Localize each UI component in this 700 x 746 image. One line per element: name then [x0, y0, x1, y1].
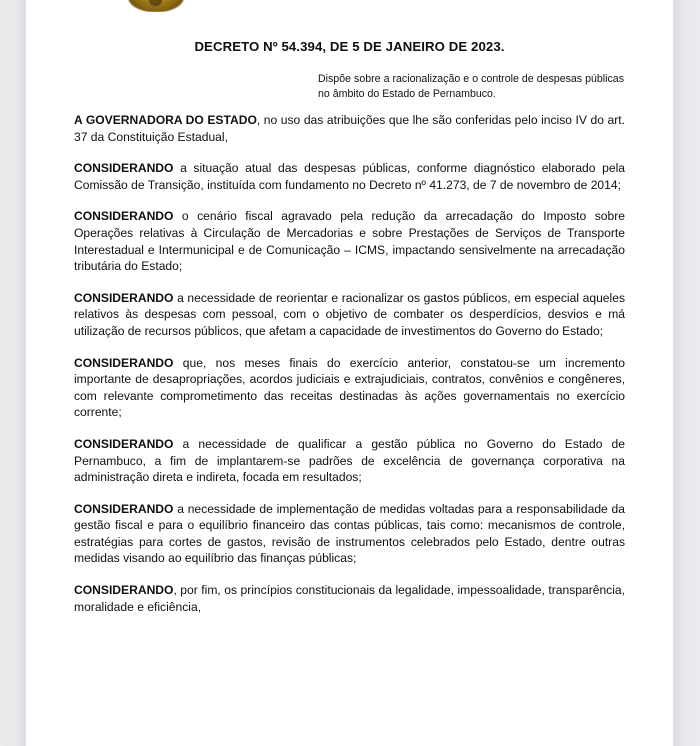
paragraph-text: a necessidade de reorientar e racionalizar os gastos públicos, em especial aqueles relativos às despesas com pessoal, com o objetivo de combater os desperdícios, desvios e má utilização de recursos públicos, que afetam a capacidade de investimentos do Governo do Estado; [74, 290, 625, 338]
paragraph-lead-in: CONSIDERANDO [74, 290, 174, 305]
page-gutter-right [673, 0, 700, 746]
paragraph-text: o cenário fiscal agravado pela redução da arrecadação do Imposto sobre Operações relativas à Circulação de Mercadorias e sobre Prestações de Serviços de Transporte Interestadual e Intermunicipal e de Comunicação – ICMS, impactando sensivelmente na arrecadação tributária do Estado; [74, 209, 625, 274]
paragraph-text: , por fim, os princípios constitucionais da legalidade, impessoalidade, transparência, moralidade e eficiência, [74, 583, 625, 614]
decree-paragraph [74, 582, 625, 615]
decree-paragraph [74, 160, 625, 193]
paragraph-lead-in: CONSIDERANDO [74, 209, 174, 224]
decree-paragraph [74, 208, 625, 274]
decree-paragraph [74, 501, 625, 567]
page-gutter-left [0, 0, 26, 746]
paragraph-text: que, nos meses finais do exercício anterior, constatou-se um incremento importante de desapropriações, acordos judiciais e extrajudiciais, contratos, convênios e congêneres, com relevante comprometimento das receitas destinadas às ações governamentais no exercício corrente; [74, 355, 625, 420]
paragraph-text: a necessidade de qualificar a gestão pública no Governo do Estado de Pernambuco, a fim de implantarem-se padrões de excelência de governança corporativa na administração direta e indireta, focada em resultados; [74, 436, 625, 485]
document-page [26, 0, 673, 746]
paragraph-lead-in: CONSIDERANDO [74, 161, 174, 176]
paragraph-lead-in: A GOVERNADORA DO ESTADO [74, 113, 257, 127]
ementa-summary: Dispõe sobre a racionalização e o controle de despesas públicas no âmbito do Estado de Pernambuco. [318, 73, 624, 100]
decree-paragraph [74, 355, 625, 421]
coat-of-arms-emblem [128, 0, 184, 12]
decree-paragraph [74, 436, 625, 486]
paragraph-text: a necessidade de implementação de medidas voltadas para a responsabilidade da gestão fiscal e para o equilíbrio financeiro das contas públicas, tais como: mecanismos de controle, estratégias para cortes de gastos, revisão de instrumentos celebrados pelo Estado, dentre outras medidas visando ao equilíbrio das finanças públicas; [74, 501, 625, 566]
paragraph-lead-in: CONSIDERANDO [74, 436, 174, 451]
paragraph-lead-in: CONSIDERANDO [74, 501, 174, 516]
document-body [74, 112, 625, 615]
paragraph-text: , no uso das atribuições que lhe são conferidas pelo inciso IV do art. 37 da Constituição Estadual, [74, 113, 625, 144]
decree-paragraph [74, 290, 625, 340]
paragraph-text: a situação atual das despesas públicas, conforme diagnóstico elaborado pela Comissão de Transição, instituída com fundamento no Decreto nº 41.273, de 7 de novembro de 2014; [74, 161, 625, 192]
decree-paragraph [74, 112, 625, 145]
paragraph-lead-in: CONSIDERANDO [74, 355, 174, 370]
paragraph-lead-in: CONSIDERANDO [74, 583, 174, 598]
page-title: DECRETO Nº 54.394, DE 5 DE JANEIRO DE 2023. [194, 39, 505, 54]
